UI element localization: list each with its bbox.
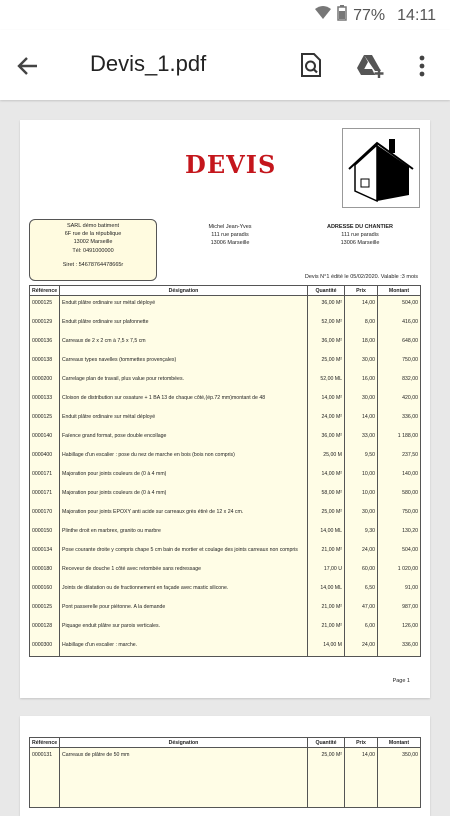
table-row <box>30 581 421 600</box>
cell-price: 30,00 <box>345 505 378 524</box>
cell-amount: 126,00 <box>378 619 421 638</box>
cell-designation: Pont passerelle pour piétonne. A la demande <box>60 600 308 619</box>
cell-quantity: 14,00 ML <box>308 581 345 600</box>
cell-amount: 350,00 <box>378 748 421 808</box>
cell-price: 24,00 <box>345 543 378 562</box>
cell-reference: 0000131 <box>30 748 60 808</box>
cell-reference: 0000128 <box>30 619 60 638</box>
col-quantity: Quantité <box>308 738 345 748</box>
table-row <box>30 748 421 808</box>
cell-designation: Pose courante droite y compris chape 5 cm bain de mortier et coulage des joints carreaux non compris <box>60 543 308 562</box>
site-address <box>300 223 420 248</box>
cell-amount: 648,00 <box>378 334 421 353</box>
cell-reference: 0000125 <box>30 410 60 429</box>
table-row <box>30 410 421 429</box>
cell-amount: 420,00 <box>378 391 421 410</box>
col-amount: Montant <box>378 738 421 748</box>
cell-designation: Majoration pour joints couleurs de (0 à 4 mm) <box>60 467 308 486</box>
clock: 14:11 <box>397 6 436 24</box>
cell-price: 60,00 <box>345 562 378 581</box>
cell-designation: Habillage d'un escalier : pose du nez de marche en bois (bois non compris) <box>60 448 308 467</box>
cell-designation: Receveur de douche 1 côté avec retombée sans redressage <box>60 562 308 581</box>
cell-quantity: 14,00 M² <box>308 391 345 410</box>
cell-price: 33,00 <box>345 429 378 448</box>
cell-price: 10,00 <box>345 467 378 486</box>
table-row <box>30 334 421 353</box>
cell-reference: 0000171 <box>30 467 60 486</box>
col-price: Prix <box>345 738 378 748</box>
client-name: Michel Jean-Yves <box>208 224 252 230</box>
col-reference: Référence <box>30 738 60 748</box>
cell-price: 6,50 <box>345 581 378 600</box>
cell-price: 30,00 <box>345 353 378 372</box>
cell-reference: 0000400 <box>30 448 60 467</box>
client-city: 13006 Marseille <box>210 240 250 247</box>
back-arrow-icon[interactable] <box>14 52 42 80</box>
cell-price: 9,30 <box>345 524 378 543</box>
cell-designation: Majoration pour joints couleurs de (0 à 4 mm) <box>60 486 308 505</box>
table-row <box>30 486 421 505</box>
table-row <box>30 619 421 638</box>
cell-quantity: 25,00 M <box>308 448 345 467</box>
cell-amount: 1 020,00 <box>378 562 421 581</box>
col-price: Prix <box>345 286 378 296</box>
cell-amount: 336,00 <box>378 638 421 657</box>
cell-quantity: 17,00 U <box>308 562 345 581</box>
site-city: 13006 Marseille <box>340 240 380 247</box>
table-header <box>30 738 421 748</box>
col-designation: Désignation <box>60 286 308 296</box>
cell-designation: Carreaux de 2 x 2 cm à 7,5 x 7,5 cm <box>60 334 308 353</box>
company-street: 6F rue de la république <box>64 231 122 238</box>
cell-reference: 0000171 <box>30 486 60 505</box>
cell-amount: 416,00 <box>378 315 421 334</box>
cell-reference: 0000136 <box>30 334 60 353</box>
cell-amount: 91,00 <box>378 581 421 600</box>
cell-price: 30,00 <box>345 391 378 410</box>
cell-amount: 130,20 <box>378 524 421 543</box>
company-city: 13002 Marseille <box>73 239 113 246</box>
cell-amount: 987,00 <box>378 600 421 619</box>
cell-amount: 140,00 <box>378 467 421 486</box>
cell-quantity: 58,00 M² <box>308 486 345 505</box>
cell-price: 8,00 <box>345 315 378 334</box>
cell-reference: 0000129 <box>30 315 60 334</box>
cell-quantity: 14,00 ML <box>308 524 345 543</box>
col-designation: Désignation <box>60 738 308 748</box>
cell-reference: 0000180 <box>30 562 60 581</box>
table-header <box>30 286 421 296</box>
table-row <box>30 505 421 524</box>
cell-reference: 0000134 <box>30 543 60 562</box>
client-address <box>175 223 285 248</box>
battery-icon <box>337 5 347 26</box>
cell-designation: Carreaux types navelles (tommettes provençales) <box>60 353 308 372</box>
house-logo <box>342 128 420 208</box>
client-street: 111 rue paradis <box>211 232 249 239</box>
cell-quantity: 36,00 M² <box>308 429 345 448</box>
cell-price: 14,00 <box>345 748 378 808</box>
cell-price: 14,00 <box>345 410 378 429</box>
cell-price: 14,00 <box>345 296 378 315</box>
cell-amount: 504,00 <box>378 296 421 315</box>
table-row <box>30 315 421 334</box>
drive-add-icon[interactable] <box>354 52 386 80</box>
cell-quantity: 21,00 M² <box>308 600 345 619</box>
cell-quantity: 36,00 M² <box>308 296 345 315</box>
site-title: ADRESSE DU CHANTIER <box>326 224 393 230</box>
table-row <box>30 543 421 562</box>
cell-quantity: 21,00 M² <box>308 543 345 562</box>
cell-reference: 0000125 <box>30 600 60 619</box>
col-amount: Montant <box>378 286 421 296</box>
cell-designation: Joints de dilatation ou de fractionnement en façade avec mastic silicone. <box>60 581 308 600</box>
table-row <box>30 391 421 410</box>
app-bar <box>0 30 450 100</box>
cell-price: 9,50 <box>345 448 378 467</box>
col-reference: Référence <box>30 286 60 296</box>
table-row <box>30 448 421 467</box>
table-row <box>30 524 421 543</box>
cell-quantity: 25,00 M² <box>308 748 345 808</box>
cell-price: 10,00 <box>345 486 378 505</box>
table-row <box>30 296 421 315</box>
cell-quantity: 25,00 M² <box>308 505 345 524</box>
cell-designation: Piquage enduit plâtre sur parois verticales. <box>60 619 308 638</box>
cell-quantity: 52,00 ML <box>308 372 345 391</box>
devis-heading: DEVIS <box>185 150 277 179</box>
cell-price: 18,00 <box>345 334 378 353</box>
cell-amount: 336,00 <box>378 410 421 429</box>
cell-price: 16,00 <box>345 372 378 391</box>
table-row <box>30 600 421 619</box>
company-address-box <box>29 219 157 281</box>
cell-reference: 0000125 <box>30 296 60 315</box>
cell-amount: 504,00 <box>378 543 421 562</box>
cell-quantity: 24,00 M² <box>308 410 345 429</box>
page-number: Page 1 <box>392 678 410 684</box>
cell-amount: 1 188,00 <box>378 429 421 448</box>
cell-designation: Cloison de distribution sur ossature + 1 BA 13 de chaque côté,(ép.72 mm)montant de 48 <box>60 391 308 410</box>
status-bar <box>0 0 450 30</box>
cell-quantity: 21,00 M² <box>308 619 345 638</box>
cell-reference: 0000170 <box>30 505 60 524</box>
cell-price: 6,00 <box>345 619 378 638</box>
cell-designation: Enduit plâtre ordinaire sur plafonnette <box>60 315 308 334</box>
table-row <box>30 638 421 657</box>
cell-amount: 580,00 <box>378 486 421 505</box>
cell-reference: 0000133 <box>30 391 60 410</box>
search-document-icon[interactable] <box>298 50 324 80</box>
company-name: SARL démo batiment <box>66 223 120 229</box>
cell-reference: 0000160 <box>30 581 60 600</box>
cell-designation: Habillage d'un escalier : marche. <box>60 638 308 657</box>
cell-price: 47,00 <box>345 600 378 619</box>
devis-info: Devis N°1 édité le 05/02/2020. Valable :3 mois <box>304 274 418 280</box>
cell-quantity: 14,00 M <box>308 638 345 657</box>
wifi-icon <box>315 6 331 25</box>
table-row <box>30 429 421 448</box>
cell-amount: 750,00 <box>378 353 421 372</box>
cell-reference: 0000300 <box>30 638 60 657</box>
cell-designation: Carrelage plan de travail, plus value pour retombées. <box>60 372 308 391</box>
company-phone: Tél: 0491000000 <box>72 247 114 254</box>
table-row <box>30 372 421 391</box>
cell-quantity: 14,00 M² <box>308 467 345 486</box>
cell-quantity: 52,00 M² <box>308 315 345 334</box>
cell-designation: Enduit plâtre ordinaire sur métal déployé <box>60 296 308 315</box>
cell-amount: 832,00 <box>378 372 421 391</box>
cell-amount: 750,00 <box>378 505 421 524</box>
items-table <box>29 285 421 657</box>
cell-designation: Carreaux de plâtre de 50 mm <box>60 748 308 808</box>
cell-quantity: 36,00 M² <box>308 334 345 353</box>
cell-reference: 0000200 <box>30 372 60 391</box>
cell-designation: Plinthe droit en marbrex, granito ou marbre <box>60 524 308 543</box>
more-vert-icon[interactable] <box>412 52 432 80</box>
cell-designation: Faïence grand format, pose double encollage <box>60 429 308 448</box>
cell-quantity: 25,00 M² <box>308 353 345 372</box>
document-title: Devis_1.pdf <box>90 51 207 76</box>
site-street: 111 rue paradis <box>341 232 379 239</box>
col-quantity: Quantité <box>308 286 345 296</box>
cell-reference: 0000150 <box>30 524 60 543</box>
cell-reference: 0000138 <box>30 353 60 372</box>
table-row <box>30 353 421 372</box>
table-row <box>30 467 421 486</box>
cell-amount: 237,50 <box>378 448 421 467</box>
items-table-page-2 <box>29 737 421 808</box>
table-row <box>30 562 421 581</box>
cell-designation: Majoration pour joints EPOXY anti acide sur carreaux grès étiré de 12 x 24 cm. <box>60 505 308 524</box>
battery-percent: 77% <box>353 6 386 24</box>
company-siret: Siret : 54678764478665r <box>62 261 124 268</box>
cell-price: 24,00 <box>345 638 378 657</box>
cell-designation: Enduit plâtre ordinaire sur métal déployé <box>60 410 308 429</box>
cell-reference: 0000140 <box>30 429 60 448</box>
